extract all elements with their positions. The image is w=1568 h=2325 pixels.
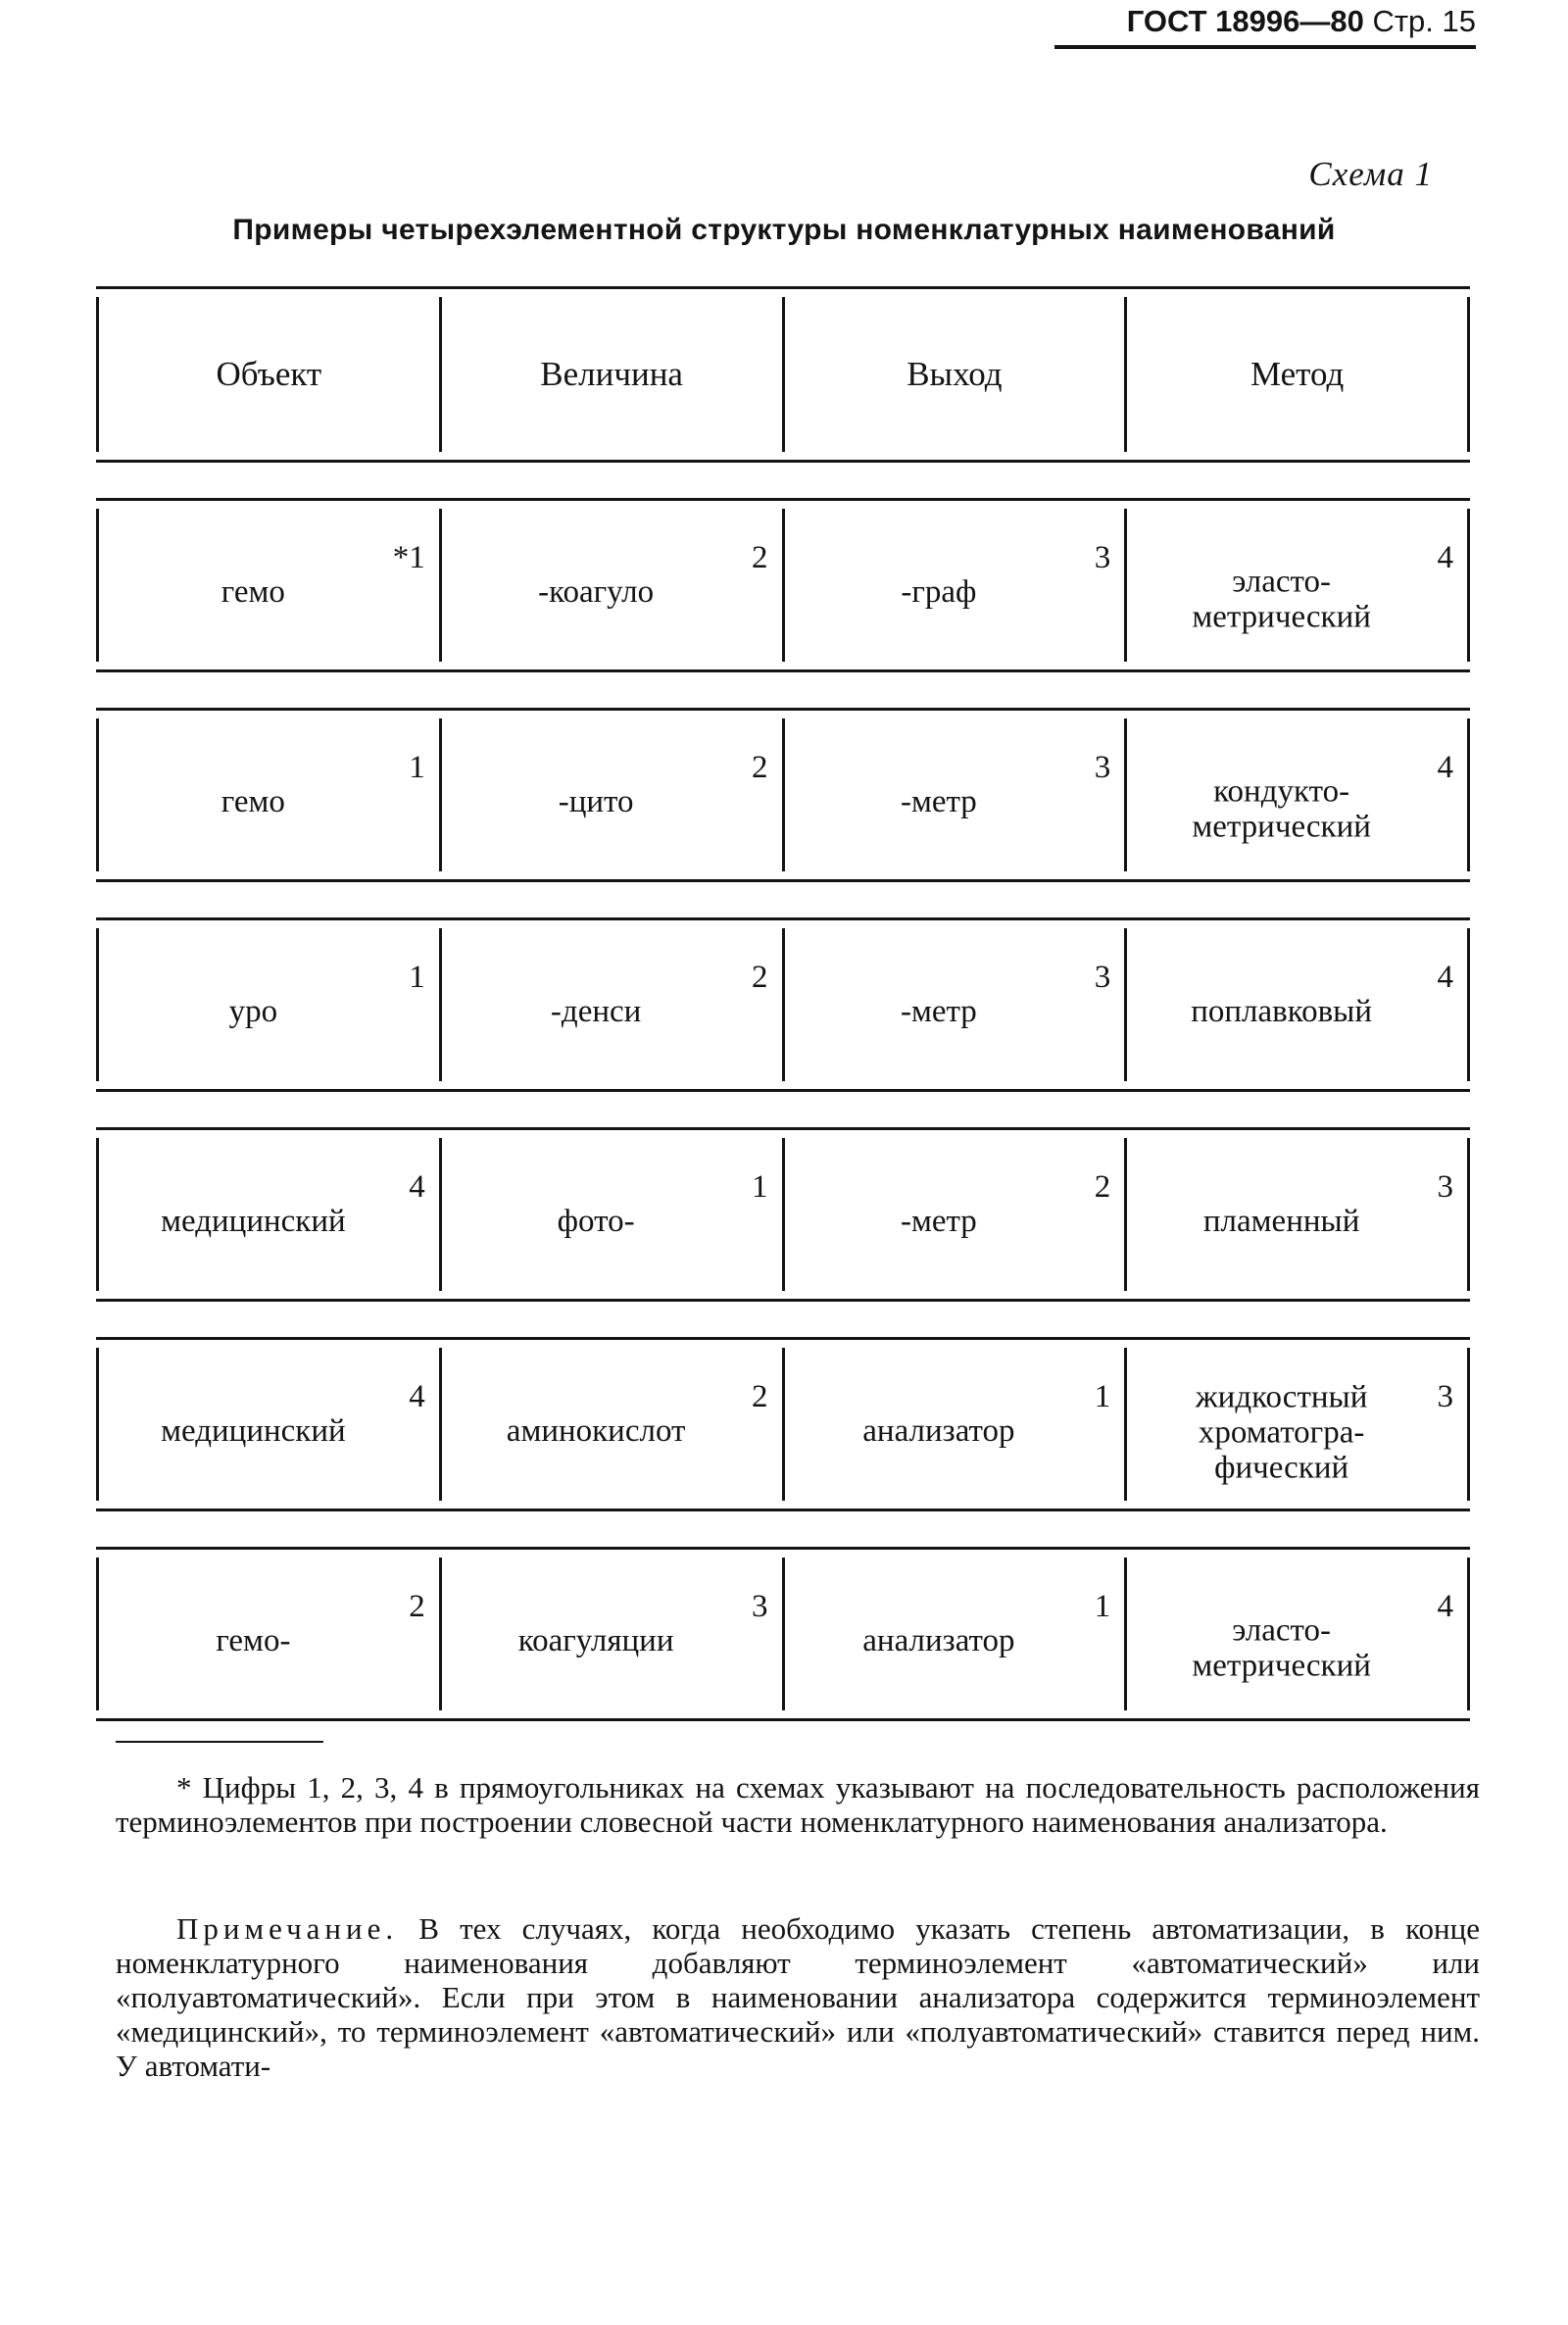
example-row — [96, 1127, 1470, 1302]
order-number: 4 — [1437, 960, 1453, 995]
order-number: 3 — [1094, 540, 1111, 575]
example-cell — [782, 509, 1125, 662]
term-element: -метр — [900, 1204, 977, 1240]
order-number: 2 — [752, 960, 768, 995]
term-element: пламенный — [1202, 1204, 1360, 1240]
term-element: поплавковый — [1191, 994, 1373, 1030]
header-cell-object — [96, 297, 439, 452]
order-number: 3 — [1437, 1379, 1453, 1414]
order-number: 1 — [752, 1169, 768, 1205]
term-element: медицинский — [161, 1413, 346, 1450]
example-cell — [782, 1558, 1125, 1710]
term-element: -денси — [550, 994, 642, 1030]
header-label: Выход — [906, 355, 1003, 393]
example-cell — [96, 1138, 439, 1291]
example-cell — [782, 928, 1125, 1081]
term-element: кондукто- метрический — [1192, 773, 1371, 845]
example-row — [96, 498, 1470, 672]
order-number: 1 — [409, 750, 425, 785]
order-number: 4 — [409, 1379, 425, 1414]
header-label: Величина — [540, 355, 683, 393]
order-number: 3 — [752, 1589, 768, 1624]
term-element: аминокислот — [506, 1413, 686, 1450]
gost-number: ГОСТ 18996—80 — [1126, 4, 1364, 38]
example-row — [96, 1337, 1470, 1511]
term-element: гемо- — [216, 1623, 291, 1659]
order-number: 1 — [409, 960, 425, 995]
footnote-divider — [116, 1741, 323, 1743]
order-number: 3 — [1437, 1169, 1453, 1205]
scheme-label: Схема 1 — [1308, 155, 1433, 193]
term-element: эласто- метрический — [1192, 1612, 1371, 1684]
example-cell — [439, 1138, 782, 1291]
example-cell — [782, 1138, 1125, 1291]
term-element: -метр — [900, 784, 977, 820]
header-cell-quantity — [439, 297, 782, 452]
order-number: 2 — [752, 750, 768, 785]
example-cell — [96, 928, 439, 1081]
example-cell — [782, 718, 1125, 871]
example-cell — [439, 509, 782, 662]
header-label: Метод — [1250, 355, 1345, 393]
order-number: *1 — [392, 540, 425, 575]
term-element: гемо — [220, 784, 285, 820]
table-header-row — [96, 286, 1470, 463]
example-row — [96, 917, 1470, 1092]
example-cell — [439, 1348, 782, 1501]
order-number: 2 — [409, 1589, 425, 1624]
example-cell — [1124, 1138, 1470, 1291]
page-number: Стр. 15 — [1372, 4, 1476, 38]
example-cell — [439, 928, 782, 1081]
example-cell — [782, 1348, 1125, 1501]
term-element: анализатор — [862, 1623, 1015, 1659]
term-element: гемо — [220, 574, 285, 611]
term-element: эласто- метрический — [1192, 564, 1371, 635]
term-element: медицинский — [161, 1204, 346, 1240]
example-row — [96, 708, 1470, 882]
order-number: 3 — [1094, 750, 1111, 785]
page-header — [1054, 2, 1476, 49]
term-element: уро — [228, 994, 278, 1030]
header-label: Объект — [216, 355, 322, 393]
term-element: жидкостный хроматогра- фический — [1195, 1379, 1368, 1486]
example-cell — [1124, 718, 1470, 871]
order-number: 4 — [409, 1169, 425, 1205]
example-cell — [96, 718, 439, 871]
example-cell — [439, 718, 782, 871]
term-element: -коагуло — [538, 574, 655, 611]
term-element: -граф — [901, 574, 977, 611]
note-paragraph — [116, 1911, 1480, 2083]
order-number: 4 — [1437, 540, 1453, 575]
scheme-title: Примеры четырехэлементной структуры номенклатурных наименований — [232, 214, 1336, 246]
footnote: * Цифры 1, 2, 3, 4 в прямоугольниках на схемах указывают на последовательность расположения терминоэлементов при построении словесной части номенклатурного наименования анализатора. — [116, 1770, 1480, 1839]
example-cell — [96, 509, 439, 662]
example-cell — [96, 1558, 439, 1710]
example-cell — [96, 1348, 439, 1501]
order-number: 4 — [1437, 750, 1453, 785]
order-number: 1 — [1094, 1379, 1111, 1414]
order-number: 1 — [1094, 1589, 1111, 1624]
example-cell — [1124, 509, 1470, 662]
header-cell-output — [782, 297, 1125, 452]
note-label: Примечание. — [176, 1911, 399, 1946]
order-number: 2 — [752, 1379, 768, 1414]
term-element: коагуляции — [517, 1623, 674, 1659]
order-number: 3 — [1094, 960, 1111, 995]
example-cell — [1124, 928, 1470, 1081]
term-element: анализатор — [862, 1413, 1015, 1450]
order-number: 4 — [1437, 1589, 1453, 1624]
term-element: -метр — [900, 994, 977, 1030]
example-cell — [1124, 1348, 1470, 1501]
example-row — [96, 1547, 1470, 1721]
example-cell — [1124, 1558, 1470, 1710]
example-cell — [439, 1558, 782, 1710]
header-cell-method — [1124, 297, 1470, 452]
note-text: В тех случаях, когда необходимо указать степень автоматизации, в конце номенклатурного наименования добавляют терминоэлемент «автоматический» или «полуавтоматический». Если при этом в наименовании анализатора содержится терминоэлемент «медицинский», то терминоэлемент «автоматический» или «полуавтоматический» ставится перед ним. У автомати- — [116, 1911, 1480, 2083]
term-element: -цито — [558, 784, 634, 820]
order-number: 2 — [1094, 1169, 1111, 1205]
order-number: 2 — [752, 540, 768, 575]
term-element: фото- — [557, 1204, 635, 1240]
